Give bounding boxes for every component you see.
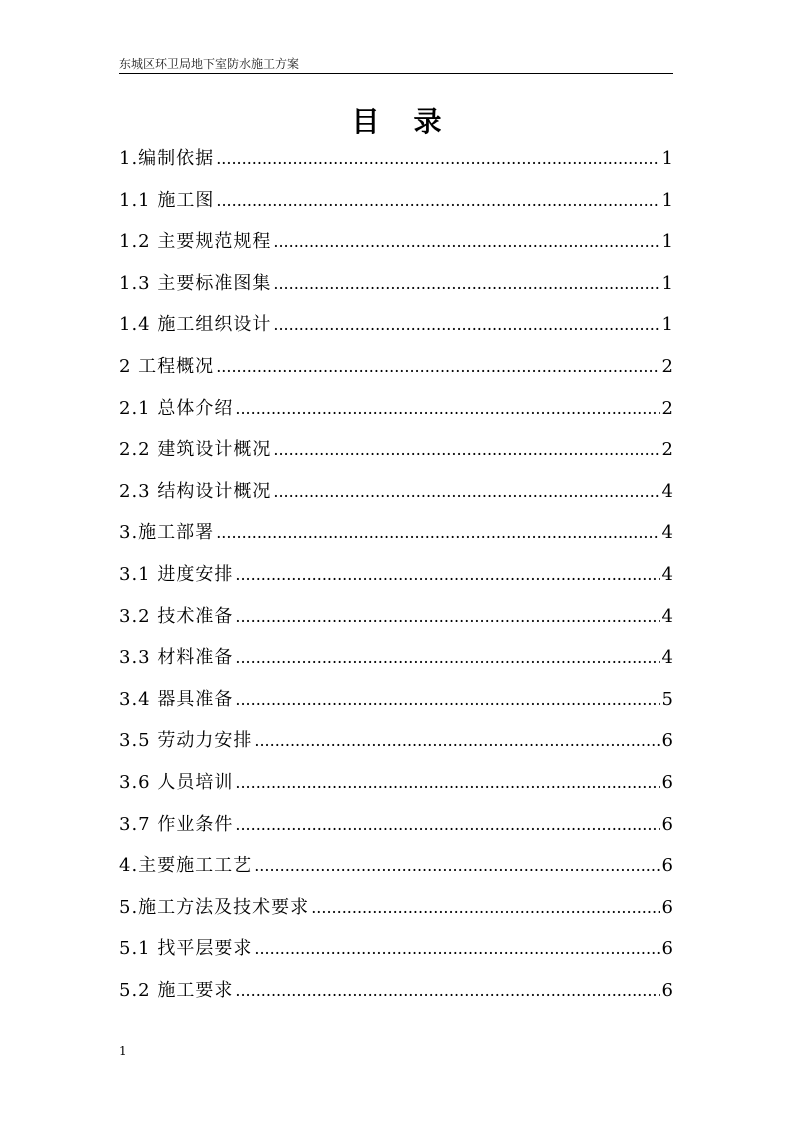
toc-leader-dots bbox=[273, 228, 659, 256]
toc-entry-label: 3.4 器具准备 bbox=[119, 688, 234, 710]
toc-entry-page: 2 bbox=[661, 397, 673, 419]
toc-entry-page: 1 bbox=[661, 314, 673, 336]
toc-entry-page: 4 bbox=[661, 563, 673, 585]
toc-leader-dots bbox=[311, 894, 659, 922]
toc-entry-page: 4 bbox=[661, 647, 673, 669]
toc-entry[interactable] bbox=[119, 311, 673, 353]
toc-entry-label: 5.1 找平层要求 bbox=[119, 938, 253, 960]
toc-leader-dots bbox=[235, 644, 659, 672]
toc-entry-label: 1.1 施工图 bbox=[119, 189, 215, 211]
toc-entry-label: 1.2 主要规范规程 bbox=[119, 231, 272, 253]
toc-entry-label: 2.2 建筑设计概况 bbox=[119, 439, 272, 461]
toc-entry[interactable] bbox=[119, 686, 673, 728]
toc-entry-label: 5.2 施工要求 bbox=[119, 979, 234, 1001]
toc-entry[interactable] bbox=[119, 603, 673, 645]
page-header: 东城区环卫局地下室防水施工方案 bbox=[119, 56, 673, 74]
toc-entry[interactable] bbox=[119, 852, 673, 894]
toc-entry-label: 3.1 进度安排 bbox=[119, 563, 234, 585]
toc-title: 目录 bbox=[351, 105, 476, 138]
toc-entry[interactable] bbox=[119, 977, 673, 1019]
toc-leader-dots bbox=[216, 353, 659, 381]
toc-entry[interactable] bbox=[119, 935, 673, 977]
toc-entry[interactable] bbox=[119, 145, 673, 187]
toc-entry-page: 6 bbox=[661, 979, 673, 1001]
toc-entry-label: 2 工程概况 bbox=[119, 355, 215, 377]
toc-leader-dots bbox=[235, 811, 659, 839]
toc-entry[interactable] bbox=[119, 894, 673, 936]
toc-entry-label: 2.1 总体介绍 bbox=[119, 397, 234, 419]
toc-entry-page: 1 bbox=[661, 231, 673, 253]
toc-entry-page: 6 bbox=[661, 771, 673, 793]
toc-entry-label: 3.施工部署 bbox=[119, 522, 215, 544]
toc-entry-label: 2.3 结构设计概况 bbox=[119, 480, 272, 502]
toc-leader-dots bbox=[273, 436, 659, 464]
toc-entry-label: 1.3 主要标准图集 bbox=[119, 272, 272, 294]
toc-entry[interactable] bbox=[119, 561, 673, 603]
toc-leader-dots bbox=[235, 769, 659, 797]
toc-entry[interactable] bbox=[119, 519, 673, 561]
toc-entry[interactable] bbox=[119, 353, 673, 395]
toc-entry[interactable] bbox=[119, 436, 673, 478]
toc-leader-dots bbox=[235, 395, 659, 423]
toc-entry-page: 1 bbox=[661, 272, 673, 294]
toc-leader-dots bbox=[216, 519, 659, 547]
toc-leader-dots bbox=[216, 187, 659, 215]
toc-entry-label: 3.5 劳动力安排 bbox=[119, 730, 253, 752]
toc-entry[interactable] bbox=[119, 228, 673, 270]
toc-entry-page: 6 bbox=[661, 896, 673, 918]
toc-leader-dots bbox=[254, 852, 659, 880]
toc-entry-label: 3.3 材料准备 bbox=[119, 647, 234, 669]
table-of-contents bbox=[119, 145, 673, 1018]
toc-entry-label: 1.4 施工组织设计 bbox=[119, 314, 272, 336]
toc-entry-label: 3.7 作业条件 bbox=[119, 813, 234, 835]
toc-leader-dots bbox=[235, 686, 659, 714]
toc-entry-page: 4 bbox=[661, 480, 673, 502]
toc-entry-page: 6 bbox=[661, 730, 673, 752]
toc-entry-page: 1 bbox=[661, 148, 673, 169]
toc-leader-dots bbox=[273, 311, 659, 339]
toc-entry-page: 1 bbox=[661, 189, 673, 211]
toc-entry-page: 6 bbox=[661, 855, 673, 877]
toc-entry-label: 5.施工方法及技术要求 bbox=[119, 896, 310, 918]
toc-entry[interactable] bbox=[119, 270, 673, 312]
toc-entry-label: 3.6 人员培训 bbox=[119, 771, 234, 793]
toc-leader-dots bbox=[254, 727, 659, 755]
toc-entry-page: 6 bbox=[661, 813, 673, 835]
toc-entry[interactable] bbox=[119, 727, 673, 769]
toc-leader-dots bbox=[273, 478, 659, 506]
toc-leader-dots bbox=[254, 935, 659, 963]
toc-entry[interactable] bbox=[119, 644, 673, 686]
toc-entry-page: 4 bbox=[661, 605, 673, 627]
toc-entry[interactable] bbox=[119, 478, 673, 520]
toc-entry-label: 1.编制依据 bbox=[119, 148, 215, 169]
toc-entry-label: 4.主要施工工艺 bbox=[119, 855, 253, 877]
toc-leader-dots bbox=[273, 270, 659, 298]
toc-entry[interactable] bbox=[119, 395, 673, 437]
toc-entry[interactable] bbox=[119, 811, 673, 853]
toc-entry-page: 2 bbox=[661, 355, 673, 377]
page-number: 1 bbox=[119, 1044, 127, 1058]
toc-entry[interactable] bbox=[119, 187, 673, 229]
toc-leader-dots bbox=[235, 603, 659, 631]
toc-entry-page: 5 bbox=[661, 688, 673, 710]
toc-entry-page: 4 bbox=[661, 522, 673, 544]
toc-entry-page: 6 bbox=[661, 938, 673, 960]
toc-leader-dots bbox=[216, 145, 659, 173]
toc-entry[interactable] bbox=[119, 769, 673, 811]
toc-entry-page: 2 bbox=[661, 439, 673, 461]
toc-leader-dots bbox=[235, 977, 659, 1005]
toc-leader-dots bbox=[235, 561, 659, 589]
toc-entry-label: 3.2 技术准备 bbox=[119, 605, 234, 627]
